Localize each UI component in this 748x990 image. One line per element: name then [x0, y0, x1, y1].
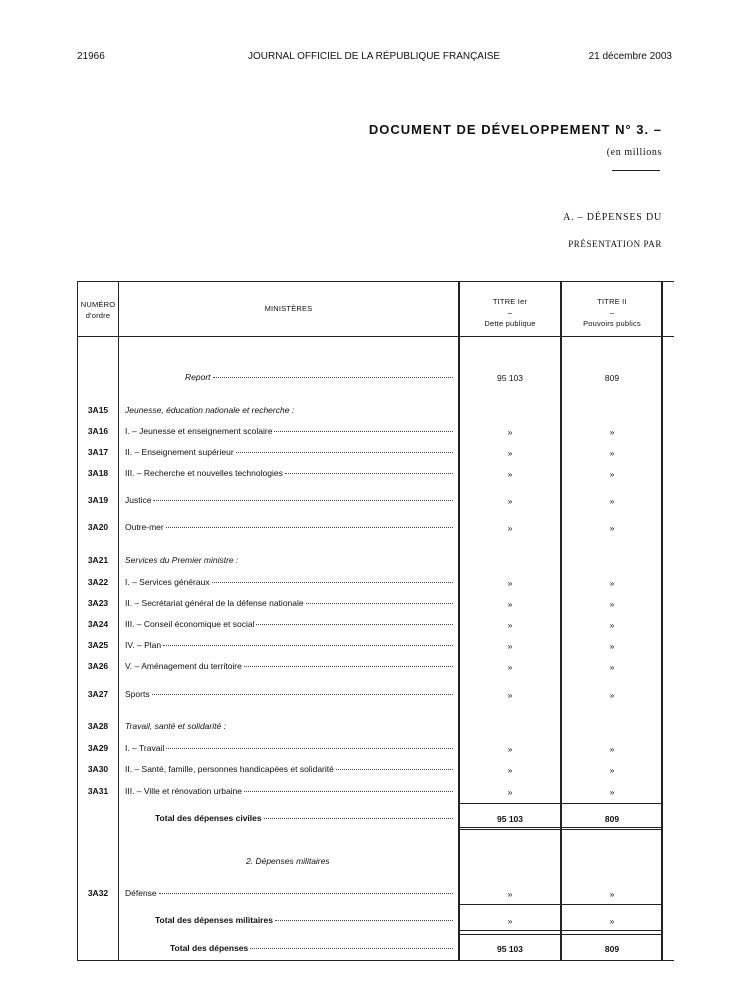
- row-value-titre1: »: [507, 448, 513, 458]
- row-code: 3A27: [87, 689, 109, 699]
- row-value-titre2: »: [609, 496, 615, 506]
- row-value-titre1: »: [507, 641, 513, 651]
- column-divider: [118, 281, 119, 961]
- row-code: 3A30: [87, 764, 109, 774]
- total-label: Total des dépenses: [170, 943, 453, 953]
- row-value-titre2: »: [609, 469, 615, 479]
- row-code: 3A29: [87, 743, 109, 753]
- journal-title: JOURNAL OFFICIEL DE LA RÉPUBLIQUE FRANÇAISE: [248, 51, 501, 62]
- row-code: 3A19: [87, 495, 109, 505]
- row-label: I. – Services généraux: [125, 577, 453, 587]
- row-value-titre1: »: [507, 599, 513, 609]
- row-value-titre2: »: [609, 690, 615, 700]
- row-label: Outre-mer: [125, 522, 453, 532]
- row-code: 3A24: [87, 619, 109, 629]
- row-value-titre2: »: [609, 578, 615, 588]
- row-value-titre2: »: [609, 599, 615, 609]
- table-header-rule: [77, 336, 674, 337]
- issue-date: 21 décembre 2003: [588, 51, 672, 62]
- row-code: 3A32: [87, 888, 109, 898]
- defense-label: Défense: [125, 888, 453, 898]
- row-value-titre2: »: [609, 641, 615, 651]
- table-top-rule: [77, 281, 674, 282]
- row-label: III. – Recherche et nouvelles technologies: [125, 468, 453, 478]
- row-label: Travail, santé et solidarité :: [125, 721, 226, 731]
- row-label: III. – Ville et rénovation urbaine: [125, 786, 453, 796]
- row-code: 3A28: [87, 721, 109, 731]
- unit-note: (en millions: [606, 147, 662, 158]
- row-value-titre1: »: [507, 744, 513, 754]
- row-code: 3A21: [87, 555, 109, 565]
- page-number: 21966: [77, 51, 105, 62]
- total-titre1: 95 103: [497, 944, 523, 954]
- defense-titre2: »: [609, 889, 615, 899]
- row-label: II. – Enseignement supérieur: [125, 447, 453, 457]
- row-value-titre1: »: [507, 523, 513, 533]
- total-militaires-titre2: »: [609, 916, 615, 926]
- row-value-titre2: »: [609, 765, 615, 775]
- row-value-titre2: »: [609, 448, 615, 458]
- row-code: 3A20: [87, 522, 109, 532]
- column-header-ministeres: MINISTÈRES: [264, 304, 313, 313]
- column-header-titre1: TITRE Ier – Dette publique: [484, 297, 536, 328]
- row-value-titre2: »: [609, 523, 615, 533]
- report-label: Report: [185, 372, 453, 382]
- defense-titre1: »: [507, 889, 513, 899]
- document-title: DOCUMENT DE DÉVELOPPEMENT N° 3. –: [368, 122, 662, 137]
- row-value-titre1: »: [507, 578, 513, 588]
- row-code: 3A23: [87, 598, 109, 608]
- row-value-titre2: »: [609, 427, 615, 437]
- row-label: I. – Travail: [125, 743, 453, 753]
- row-label: I. – Jeunesse et enseignement scolaire: [125, 426, 453, 436]
- row-value-titre1: »: [507, 662, 513, 672]
- column-header-numero: NUMÉRO d'ordre: [80, 300, 116, 320]
- total-civiles-titre1: 95 103: [497, 814, 523, 824]
- total-titre2: 809: [604, 944, 620, 954]
- row-label: II. – Santé, famille, personnes handicapées et solidarité: [125, 764, 453, 774]
- total-militaires-label: Total des dépenses militaires: [155, 915, 453, 925]
- row-value-titre1: »: [507, 787, 513, 797]
- row-value-titre2: »: [609, 787, 615, 797]
- row-value-titre1: »: [507, 469, 513, 479]
- table-bottom-rule: [77, 960, 674, 961]
- row-value-titre1: »: [507, 496, 513, 506]
- row-label: II. – Secrétariat général de la défense nationale: [125, 598, 453, 608]
- total-militaires-titre1: »: [507, 916, 513, 926]
- row-code: 3A25: [87, 640, 109, 650]
- row-code: 3A15: [87, 405, 109, 415]
- row-label: Services du Premier ministre :: [125, 555, 239, 565]
- row-value-titre2: »: [609, 662, 615, 672]
- subtotal-rule: [458, 934, 663, 935]
- subtotal-rule: [458, 829, 663, 830]
- section-heading: A. – DÉPENSES DU: [563, 212, 662, 223]
- row-value-titre1: »: [507, 427, 513, 437]
- subtotal-rule: [458, 904, 663, 905]
- subsection-heading: PRÉSENTATION PAR: [568, 239, 662, 249]
- row-label: Sports: [125, 689, 453, 699]
- row-code: 3A26: [87, 661, 109, 671]
- row-code: 3A16: [87, 426, 109, 436]
- row-label: V. – Aménagement du territoire: [125, 661, 453, 671]
- row-value-titre1: »: [507, 690, 513, 700]
- row-label: III. – Conseil économique et social: [125, 619, 453, 629]
- row-label: IV. – Plan: [125, 640, 453, 650]
- row-value-titre2: »: [609, 620, 615, 630]
- row-code: 3A17: [87, 447, 109, 457]
- column-header-titre2: TITRE II – Pouvoirs publics: [583, 297, 641, 328]
- unit-rule: [612, 170, 660, 171]
- subtotal-rule: [458, 930, 663, 931]
- report-titre2: 809: [604, 373, 620, 383]
- subtotal-rule: [458, 827, 663, 828]
- row-code: 3A31: [87, 786, 109, 796]
- total-civiles-titre2: 809: [604, 814, 620, 824]
- militaires-heading: 2. Dépenses militaires: [246, 856, 330, 866]
- subtotal-rule: [458, 803, 663, 804]
- row-value-titre1: »: [507, 620, 513, 630]
- total-civiles-label: Total des dépenses civiles: [155, 813, 453, 823]
- row-label: Jeunesse, éducation nationale et recherche :: [125, 405, 295, 415]
- row-label: Justice: [125, 495, 453, 505]
- row-value-titre1: »: [507, 765, 513, 775]
- row-code: 3A18: [87, 468, 109, 478]
- row-code: 3A22: [87, 577, 109, 587]
- report-titre1: 95 103: [497, 373, 523, 383]
- row-value-titre2: »: [609, 744, 615, 754]
